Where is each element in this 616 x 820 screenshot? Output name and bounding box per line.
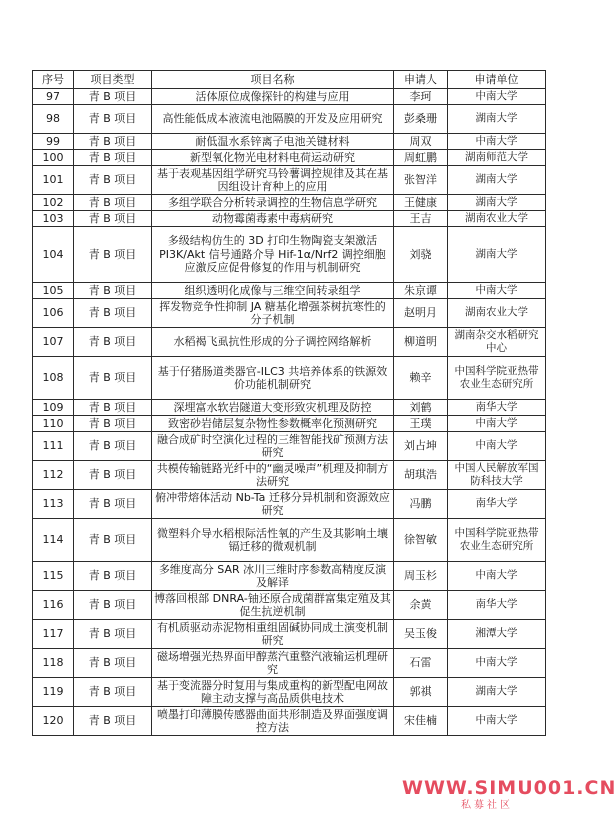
cell-type: 青 B 项目 (74, 299, 152, 328)
cell-type: 青 B 项目 (74, 432, 152, 461)
cell-unit: 湖南大学 (448, 678, 546, 707)
cell-type: 青 B 项目 (74, 591, 152, 620)
header-unit: 申请单位 (448, 71, 546, 89)
cell-type: 青 B 项目 (74, 490, 152, 519)
cell-unit: 中国科学院亚热带农业生态研究所 (448, 357, 546, 400)
table-row (33, 620, 546, 649)
cell-no: 115 (33, 562, 74, 591)
cell-no: 119 (33, 678, 74, 707)
cell-project-name: 深埋富水软岩隧道大变形致灾机理及防控 (152, 400, 394, 416)
table-row (33, 678, 546, 707)
cell-project-name: 喷墨打印薄膜传感器曲面共形制造及界面强度调控方法 (152, 707, 394, 736)
table-row (33, 211, 546, 227)
project-list-sheet (32, 70, 545, 736)
cell-unit: 中南大学 (448, 416, 546, 432)
cell-no: 100 (33, 150, 74, 166)
table-row (33, 357, 546, 400)
cell-project-name: 有机质驱动赤泥物相重组固碱协同成土演变机制研究 (152, 620, 394, 649)
table-row (33, 707, 546, 736)
table-header-row (33, 71, 546, 89)
cell-project-name: 基于表观基因组学研究马铃薯调控规律及其在基因组设计育种上的应用 (152, 166, 394, 195)
cell-unit: 中南大学 (448, 707, 546, 736)
cell-type: 青 B 项目 (74, 416, 152, 432)
table-row (33, 461, 546, 490)
cell-applicant: 彭桑珊 (394, 105, 448, 134)
cell-project-name: 多维度高分 SAR 冰川三维时序参数高精度反演及解译 (152, 562, 394, 591)
cell-applicant: 刘骁 (394, 227, 448, 283)
cell-unit: 中国科学院亚热带农业生态研究所 (448, 519, 546, 562)
cell-applicant: 王璞 (394, 416, 448, 432)
cell-unit: 湖南农业大学 (448, 211, 546, 227)
cell-applicant: 徐智敏 (394, 519, 448, 562)
cell-project-name: 基于仔猪肠道类器官-ILC3 共培养体系的铁源效价功能机制研究 (152, 357, 394, 400)
cell-applicant: 郭祺 (394, 678, 448, 707)
cell-type: 青 B 项目 (74, 105, 152, 134)
cell-unit: 中南大学 (448, 134, 546, 150)
cell-project-name: 耐低温水系锌离子电池关键材料 (152, 134, 394, 150)
table-row (33, 591, 546, 620)
cell-unit: 湖南大学 (448, 105, 546, 134)
header-no: 序号 (33, 71, 74, 89)
cell-project-name: 磁场增强光热界面甲醇蒸汽重整汽液输运机理研究 (152, 649, 394, 678)
cell-no: 106 (33, 299, 74, 328)
cell-project-name: 水稻褐飞虱抗性形成的分子调控网络解析 (152, 328, 394, 357)
watermark-url: WWW.SIMU001.CN (402, 777, 616, 799)
header-type: 项目类型 (74, 71, 152, 89)
cell-applicant: 冯鹏 (394, 490, 448, 519)
cell-unit: 湖南大学 (448, 195, 546, 211)
table-row (33, 283, 546, 299)
table-row (33, 195, 546, 211)
table-row (33, 299, 546, 328)
table-row (33, 416, 546, 432)
cell-applicant: 石雷 (394, 649, 448, 678)
table-row (33, 519, 546, 562)
cell-applicant: 赵明月 (394, 299, 448, 328)
cell-no: 113 (33, 490, 74, 519)
cell-unit: 中南大学 (448, 649, 546, 678)
header-name: 项目名称 (152, 71, 394, 89)
cell-applicant: 余黄 (394, 591, 448, 620)
cell-applicant: 刘占坤 (394, 432, 448, 461)
cell-no: 107 (33, 328, 74, 357)
cell-project-name: 动物霉菌毒素中毒病研究 (152, 211, 394, 227)
cell-no: 105 (33, 283, 74, 299)
cell-unit: 湘潭大学 (448, 620, 546, 649)
cell-no: 110 (33, 416, 74, 432)
cell-type: 青 B 项目 (74, 166, 152, 195)
cell-type: 青 B 项目 (74, 283, 152, 299)
cell-applicant: 王健康 (394, 195, 448, 211)
cell-unit: 湖南大学 (448, 227, 546, 283)
cell-applicant: 赖辛 (394, 357, 448, 400)
cell-applicant: 胡琪浩 (394, 461, 448, 490)
cell-no: 116 (33, 591, 74, 620)
cell-unit: 湖南大学 (448, 166, 546, 195)
cell-type: 青 B 项目 (74, 357, 152, 400)
table-row (33, 328, 546, 357)
cell-project-name: 活体原位成像探针的构建与应用 (152, 89, 394, 105)
table-row (33, 105, 546, 134)
site-watermark (402, 777, 616, 813)
table-row (33, 432, 546, 461)
cell-project-name: 基于变流器分时复用与集成重构的新型配电网故障主动支撑与高品质供电技术 (152, 678, 394, 707)
cell-no: 112 (33, 461, 74, 490)
cell-unit: 中南大学 (448, 283, 546, 299)
cell-no: 99 (33, 134, 74, 150)
cell-no: 103 (33, 211, 74, 227)
table-row (33, 150, 546, 166)
cell-applicant: 张智洋 (394, 166, 448, 195)
cell-no: 97 (33, 89, 74, 105)
cell-project-name: 微塑料介导水稻根际活性氧的产生及其影响土壤镉迁移的微观机制 (152, 519, 394, 562)
cell-project-name: 博落回根部 DNRA-铀还原合成菌群富集定殖及其促生抗逆机制 (152, 591, 394, 620)
header-applicant: 申请人 (394, 71, 448, 89)
cell-applicant: 宋佳楠 (394, 707, 448, 736)
cell-type: 青 B 项目 (74, 620, 152, 649)
cell-project-name: 组织透明化成像与三维空间转录组学 (152, 283, 394, 299)
cell-applicant: 周玉杉 (394, 562, 448, 591)
table-row (33, 134, 546, 150)
cell-applicant: 周双 (394, 134, 448, 150)
cell-type: 青 B 项目 (74, 227, 152, 283)
cell-type: 青 B 项目 (74, 519, 152, 562)
cell-unit: 湖南农业大学 (448, 299, 546, 328)
cell-applicant: 李珂 (394, 89, 448, 105)
cell-type: 青 B 项目 (74, 461, 152, 490)
cell-no: 114 (33, 519, 74, 562)
cell-no: 120 (33, 707, 74, 736)
cell-unit: 湖南师范大学 (448, 150, 546, 166)
cell-unit: 南华大学 (448, 591, 546, 620)
table-row (33, 166, 546, 195)
cell-type: 青 B 项目 (74, 195, 152, 211)
cell-type: 青 B 项目 (74, 211, 152, 227)
cell-type: 青 B 项目 (74, 150, 152, 166)
cell-no: 104 (33, 227, 74, 283)
cell-unit: 中南大学 (448, 562, 546, 591)
cell-type: 青 B 项目 (74, 328, 152, 357)
cell-unit: 中国人民解放军国防科技大学 (448, 461, 546, 490)
table-row (33, 562, 546, 591)
cell-no: 111 (33, 432, 74, 461)
cell-applicant: 吴玉俊 (394, 620, 448, 649)
project-table (32, 70, 546, 736)
cell-project-name: 高性能低成本液流电池隔膜的开发及应用研究 (152, 105, 394, 134)
table-row (33, 490, 546, 519)
watermark-label: 私募社区 (461, 800, 513, 811)
cell-applicant: 柳道明 (394, 328, 448, 357)
cell-project-name: 多组学联合分析转录调控的生物信息学研究 (152, 195, 394, 211)
cell-project-name: 多级结构仿生的 3D 打印生物陶瓷支架激活 PI3K/Akt 信号通路介导 Hif-1α/Nrf2 调控细胞应激反应促骨修复的作用与机制研究 (152, 227, 394, 283)
cell-applicant: 周虹鹏 (394, 150, 448, 166)
table-row (33, 89, 546, 105)
cell-project-name: 挥发物竞争性抑制 JA 糖基化增强茶树抗寒性的分子机制 (152, 299, 394, 328)
table-row (33, 227, 546, 283)
cell-type: 青 B 项目 (74, 649, 152, 678)
cell-type: 青 B 项目 (74, 134, 152, 150)
cell-unit: 中南大学 (448, 89, 546, 105)
cell-no: 118 (33, 649, 74, 678)
cell-type: 青 B 项目 (74, 89, 152, 105)
cell-no: 102 (33, 195, 74, 211)
cell-applicant: 王吉 (394, 211, 448, 227)
cell-no: 101 (33, 166, 74, 195)
cell-unit: 南华大学 (448, 400, 546, 416)
cell-applicant: 刘鹤 (394, 400, 448, 416)
cell-unit: 湖南杂交水稻研究中心 (448, 328, 546, 357)
cell-no: 109 (33, 400, 74, 416)
cell-project-name: 共模传输链路光纤中的“幽灵噪声”机理及抑制方法研究 (152, 461, 394, 490)
cell-project-name: 融合成矿时空演化过程的三维智能找矿预测方法研究 (152, 432, 394, 461)
cell-no: 117 (33, 620, 74, 649)
cell-applicant: 朱京谭 (394, 283, 448, 299)
cell-unit: 南华大学 (448, 490, 546, 519)
cell-no: 98 (33, 105, 74, 134)
cell-type: 青 B 项目 (74, 678, 152, 707)
cell-unit: 中南大学 (448, 432, 546, 461)
table-body (33, 89, 546, 736)
cell-type: 青 B 项目 (74, 562, 152, 591)
table-row (33, 400, 546, 416)
cell-project-name: 新型氧化物光电材料电荷运动研究 (152, 150, 394, 166)
cell-project-name: 致密砂岩储层复杂物性参数概率化预测研究 (152, 416, 394, 432)
cell-type: 青 B 项目 (74, 400, 152, 416)
cell-type: 青 B 项目 (74, 707, 152, 736)
cell-no: 108 (33, 357, 74, 400)
cell-project-name: 俯冲带熔体活动 Nb-Ta 迁移分异机制和资源效应研究 (152, 490, 394, 519)
table-row (33, 649, 546, 678)
